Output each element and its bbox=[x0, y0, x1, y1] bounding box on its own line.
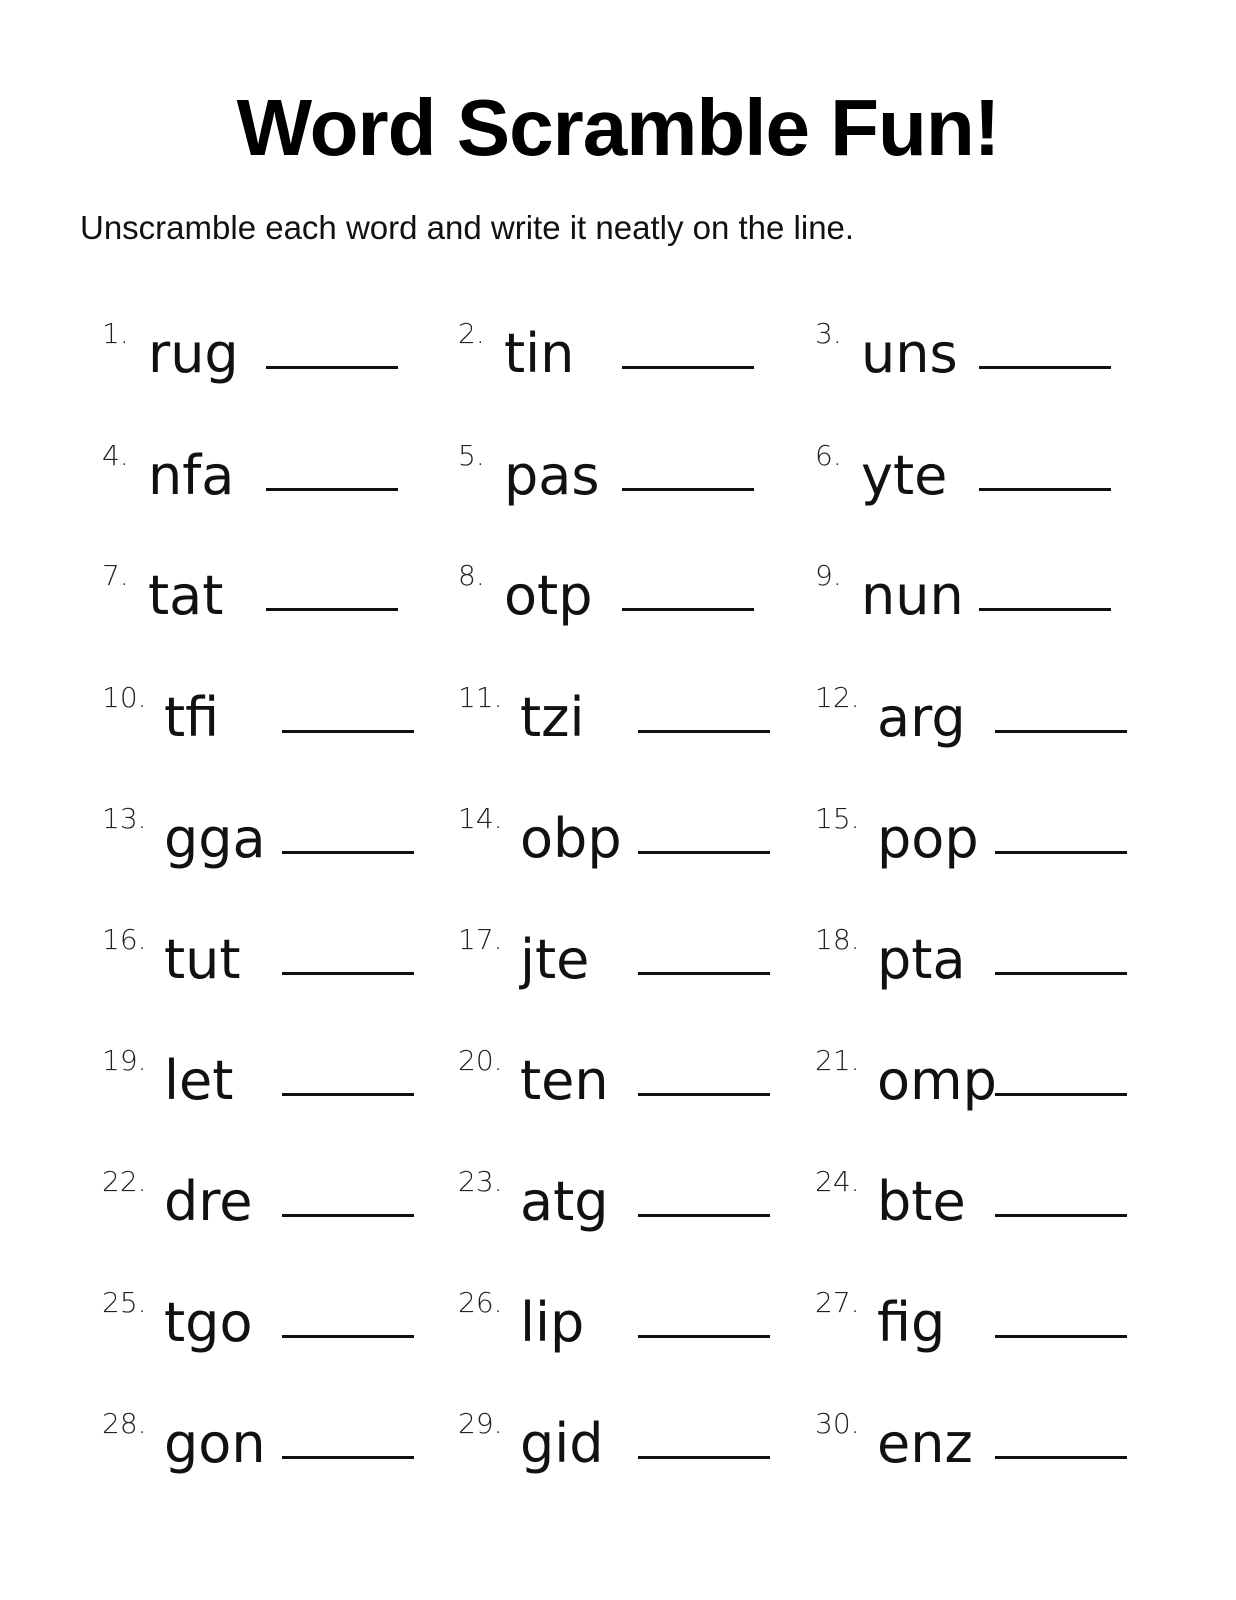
scramble-item bbox=[458, 1408, 818, 1498]
scrambled-word: obp bbox=[520, 807, 622, 870]
scramble-item bbox=[102, 440, 462, 530]
item-number: 5. bbox=[458, 439, 485, 472]
scramble-item bbox=[102, 1045, 462, 1135]
item-number: 1. bbox=[102, 317, 129, 350]
scrambled-word: ten bbox=[520, 1049, 609, 1112]
item-number: 20. bbox=[458, 1044, 503, 1077]
item-number: 4. bbox=[102, 439, 129, 472]
answer-line[interactable] bbox=[266, 608, 398, 611]
scrambled-word: tfi bbox=[164, 686, 220, 749]
item-number: 25. bbox=[102, 1286, 147, 1319]
scrambled-word: tin bbox=[504, 322, 575, 385]
item-number: 27. bbox=[815, 1286, 860, 1319]
item-number: 10. bbox=[102, 681, 147, 714]
answer-line[interactable] bbox=[638, 972, 770, 975]
scrambled-word: arg bbox=[877, 686, 966, 749]
answer-line[interactable] bbox=[282, 1214, 414, 1217]
item-number: 9. bbox=[815, 559, 842, 592]
scramble-item bbox=[815, 1287, 1175, 1377]
scramble-item bbox=[815, 560, 1175, 650]
scramble-item bbox=[458, 560, 818, 650]
answer-line[interactable] bbox=[638, 1335, 770, 1338]
answer-line[interactable] bbox=[282, 1335, 414, 1338]
scramble-item bbox=[815, 682, 1175, 772]
answer-line[interactable] bbox=[638, 1456, 770, 1459]
scrambled-word: tut bbox=[164, 928, 241, 991]
scramble-item bbox=[815, 1045, 1175, 1135]
answer-line[interactable] bbox=[638, 1093, 770, 1096]
scramble-item bbox=[458, 924, 818, 1014]
item-number: 29. bbox=[458, 1407, 503, 1440]
answer-line[interactable] bbox=[282, 851, 414, 854]
scramble-item bbox=[458, 318, 818, 408]
answer-line[interactable] bbox=[638, 851, 770, 854]
instructions-text: Unscramble each word and write it neatly on the line. bbox=[80, 209, 855, 246]
item-number: 3. bbox=[815, 317, 842, 350]
scramble-item bbox=[815, 924, 1175, 1014]
worksheet-title: Word Scramble Fun! bbox=[236, 83, 1000, 172]
scramble-item bbox=[458, 1166, 818, 1256]
scrambled-word: yte bbox=[861, 444, 948, 507]
answer-line[interactable] bbox=[979, 366, 1111, 369]
item-number: 11. bbox=[458, 681, 503, 714]
scramble-item bbox=[102, 560, 462, 650]
answer-line[interactable] bbox=[638, 730, 770, 733]
item-number: 14. bbox=[458, 802, 503, 835]
item-number: 19. bbox=[102, 1044, 147, 1077]
scramble-item bbox=[102, 803, 462, 893]
scrambled-word: enz bbox=[877, 1412, 973, 1475]
scramble-item bbox=[815, 803, 1175, 893]
item-number: 15. bbox=[815, 802, 860, 835]
scrambled-word: nfa bbox=[148, 444, 235, 507]
answer-line[interactable] bbox=[266, 488, 398, 491]
answer-line[interactable] bbox=[995, 1456, 1127, 1459]
item-number: 30. bbox=[815, 1407, 860, 1440]
scramble-item bbox=[458, 1287, 818, 1377]
scramble-item bbox=[815, 1166, 1175, 1256]
scrambled-word: jte bbox=[520, 928, 590, 991]
item-number: 13. bbox=[102, 802, 147, 835]
answer-line[interactable] bbox=[282, 730, 414, 733]
scramble-item bbox=[458, 1045, 818, 1135]
scrambled-word: gid bbox=[520, 1412, 604, 1475]
scrambled-word: omp bbox=[877, 1049, 997, 1112]
scrambled-word: let bbox=[164, 1049, 234, 1112]
scrambled-word: tzi bbox=[520, 686, 585, 749]
scramble-item bbox=[102, 1287, 462, 1377]
scrambled-word: pop bbox=[877, 807, 979, 870]
item-number: 18. bbox=[815, 923, 860, 956]
scrambled-word: tgo bbox=[164, 1291, 253, 1354]
answer-line[interactable] bbox=[995, 730, 1127, 733]
scramble-item bbox=[102, 318, 462, 408]
item-number: 12. bbox=[815, 681, 860, 714]
answer-line[interactable] bbox=[282, 972, 414, 975]
scramble-item bbox=[102, 682, 462, 772]
scramble-item bbox=[815, 318, 1175, 408]
scrambled-word: gon bbox=[164, 1412, 266, 1475]
scrambled-word: fig bbox=[877, 1291, 946, 1354]
scramble-item bbox=[815, 440, 1175, 530]
item-number: 21. bbox=[815, 1044, 860, 1077]
answer-line[interactable] bbox=[622, 608, 754, 611]
item-number: 17. bbox=[458, 923, 503, 956]
item-number: 24. bbox=[815, 1165, 860, 1198]
item-number: 7. bbox=[102, 559, 129, 592]
scramble-item bbox=[815, 1408, 1175, 1498]
scrambled-word: atg bbox=[520, 1170, 609, 1233]
answer-line[interactable] bbox=[979, 608, 1111, 611]
answer-line[interactable] bbox=[979, 488, 1111, 491]
answer-line[interactable] bbox=[622, 488, 754, 491]
scrambled-word: gga bbox=[164, 807, 266, 870]
answer-line[interactable] bbox=[995, 1335, 1127, 1338]
answer-line[interactable] bbox=[995, 1214, 1127, 1217]
scramble-item bbox=[102, 924, 462, 1014]
scramble-item bbox=[102, 1408, 462, 1498]
item-number: 8. bbox=[458, 559, 485, 592]
answer-line[interactable] bbox=[266, 366, 398, 369]
item-number: 2. bbox=[458, 317, 485, 350]
item-number: 16. bbox=[102, 923, 147, 956]
scrambled-word: uns bbox=[861, 322, 958, 385]
answer-line[interactable] bbox=[282, 1093, 414, 1096]
scrambled-word: nun bbox=[861, 564, 964, 627]
item-number: 23. bbox=[458, 1165, 503, 1198]
scrambled-word: tat bbox=[148, 564, 224, 627]
scrambled-word: pas bbox=[504, 444, 600, 507]
scrambled-word: pta bbox=[877, 928, 966, 991]
scrambled-word: otp bbox=[504, 564, 593, 627]
answer-line[interactable] bbox=[638, 1214, 770, 1217]
answer-line[interactable] bbox=[282, 1456, 414, 1459]
answer-line[interactable] bbox=[995, 1093, 1127, 1096]
answer-line[interactable] bbox=[995, 851, 1127, 854]
scrambled-word: bte bbox=[877, 1170, 966, 1233]
answer-line[interactable] bbox=[622, 366, 754, 369]
item-number: 26. bbox=[458, 1286, 503, 1319]
item-number: 28. bbox=[102, 1407, 147, 1440]
item-number: 6. bbox=[815, 439, 842, 472]
scramble-item bbox=[458, 440, 818, 530]
scramble-item bbox=[102, 1166, 462, 1256]
scrambled-word: lip bbox=[520, 1291, 585, 1354]
answer-line[interactable] bbox=[995, 972, 1127, 975]
scrambled-word: rug bbox=[148, 322, 239, 385]
scramble-item bbox=[458, 803, 818, 893]
scrambled-word: dre bbox=[164, 1170, 253, 1233]
scramble-item bbox=[458, 682, 818, 772]
item-number: 22. bbox=[102, 1165, 147, 1198]
